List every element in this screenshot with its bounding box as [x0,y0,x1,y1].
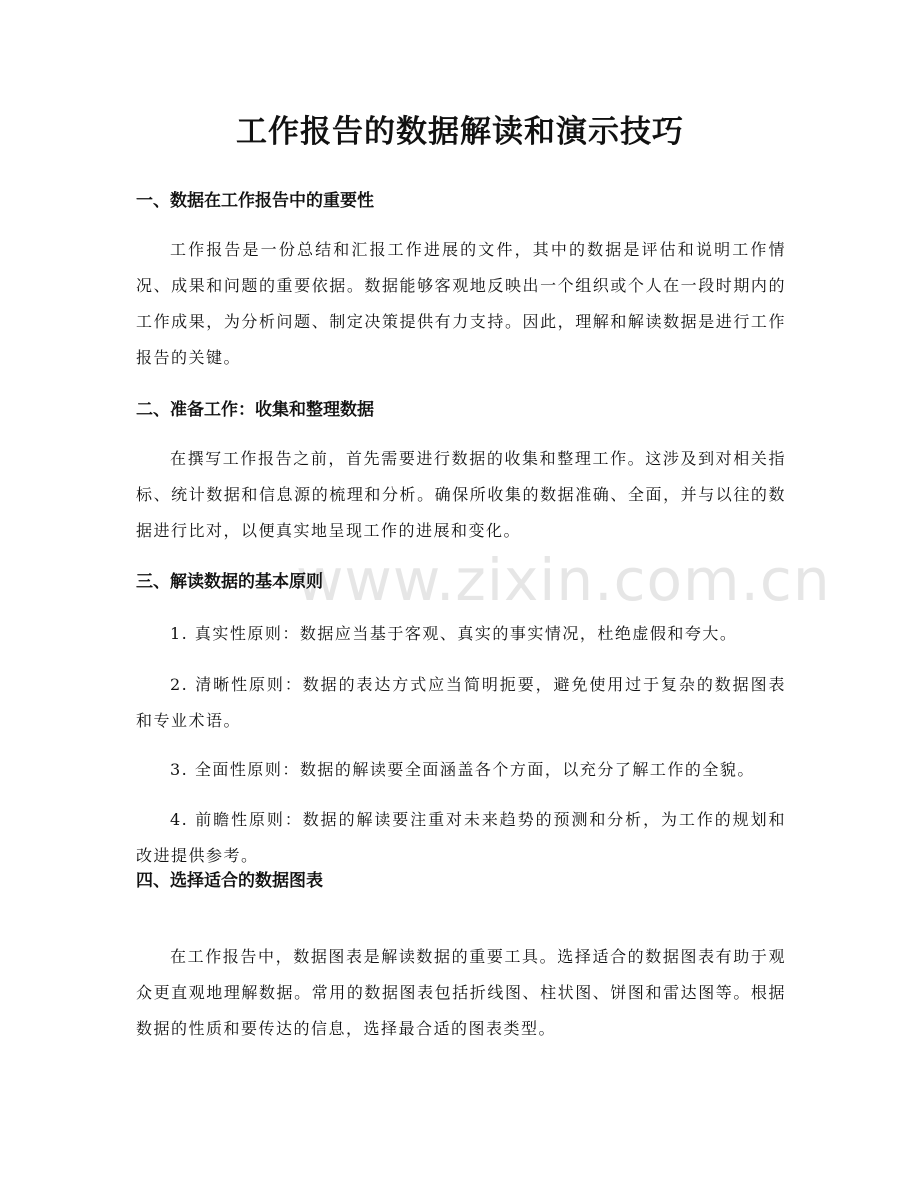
watermark: www.zixin.com.cn [296,546,831,614]
section-2-paragraph-1: 在撰写工作报告之前，首先需要进行数据的收集和整理工作。这涉及到对相关指标、统计数据和信息源的梳理和分析。确保所收集的数据准确、全面，并与以往的数据进行比对，以便真实地呈现工作的进展和变化。 [136,449,786,540]
principle-item-3: 3. 全面性原则：数据的解读要全面涵盖各个方面，以充分了解工作的全貌。 [170,760,755,779]
section-heading-4: 四、选择适合的数据图表 [136,871,323,891]
principle-item-1: 1. 真实性原则：数据应当基于客观、真实的事实情况，杜绝虚假和夸大。 [170,624,738,643]
section-1-paragraph-1: 工作报告是一份总结和汇报工作进展的文件，其中的数据是评估和说明工作情况、成果和问题的重要依据。数据能够客观地反映出一个组织或个人在一段时期内的工作成果，为分析问题、制定决策提供有力支持。因此，理解和解读数据是进行工作报告的关键。 [136,240,786,367]
section-heading-1: 一、数据在工作报告中的重要性 [136,191,374,211]
principle-item-2: 2. 清晰性原则：数据的表达方式应当简明扼要，避免使用过于复杂的数据图表和专业术语。 [136,675,786,730]
principle-item-4: 4. 前瞻性原则：数据的解读要注重对未来趋势的预测和分析，为工作的规划和改进提供参考。 [136,810,786,865]
section-4-paragraph-1: 在工作报告中，数据图表是解读数据的重要工具。选择适合的数据图表有助于观众更直观地理解数据。常用的数据图表包括折线图、柱状图、饼图和雷达图等。根据数据的性质和要传达的信息，选择最合适的图表类型。 [136,947,786,1038]
section-heading-2: 二、准备工作：收集和整理数据 [136,400,374,420]
section-heading-3: 三、解读数据的基本原则 [136,572,323,592]
document-title: 工作报告的数据解读和演示技巧 [236,114,684,150]
